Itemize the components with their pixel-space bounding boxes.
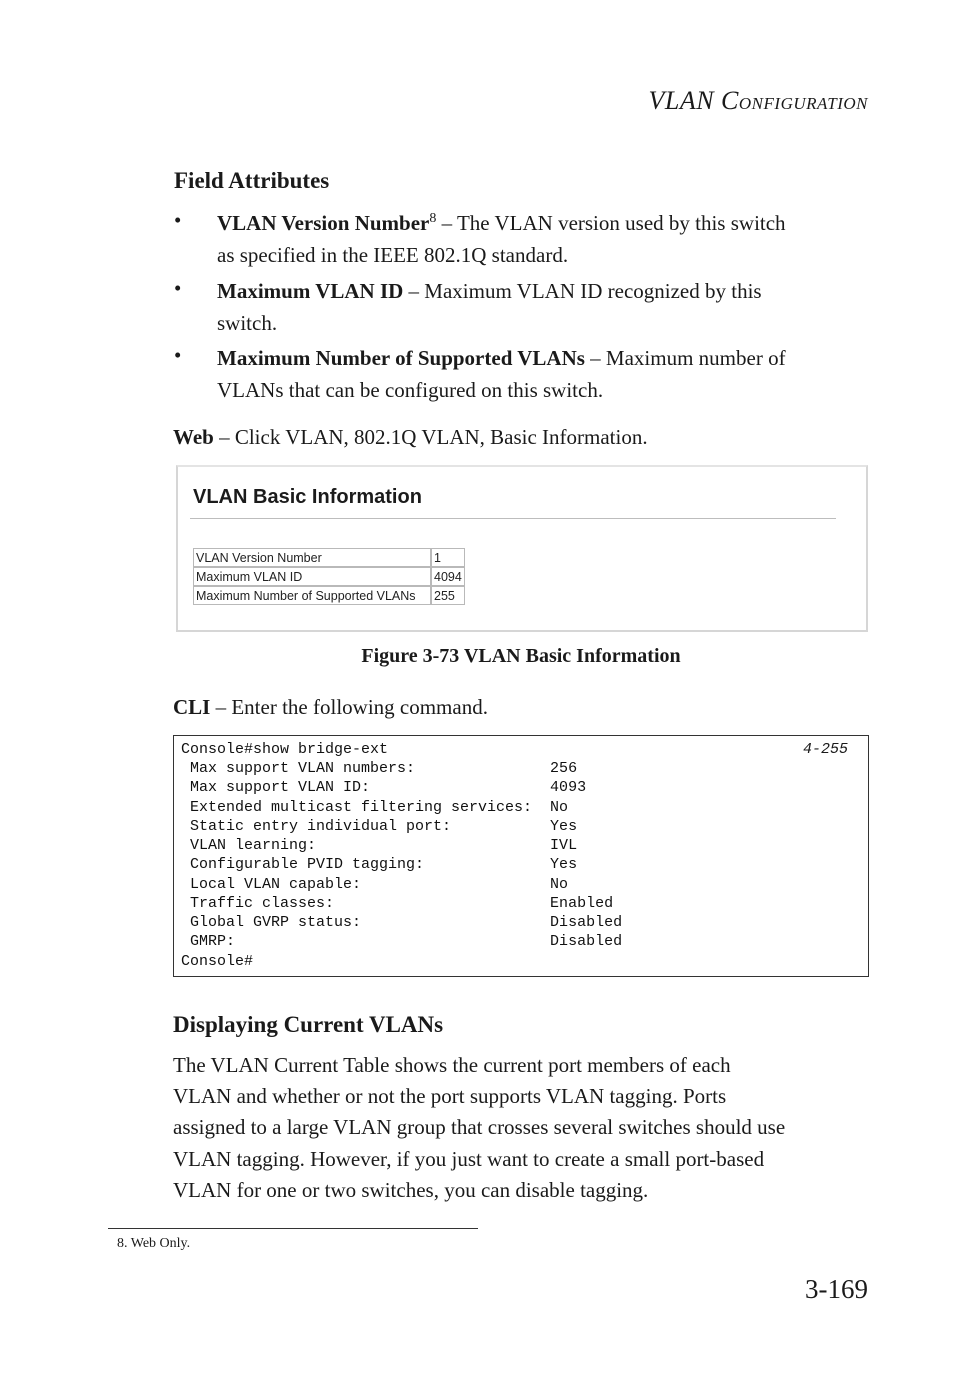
bullet-desc-cont: as specified in the IEEE 802.1Q standard. <box>217 243 569 267</box>
section-line: The VLAN Current Table shows the current port members of each <box>173 1053 731 1077</box>
table-row <box>193 586 465 605</box>
bullet-item-max-supported-vlans <box>217 342 867 406</box>
bullet-desc: – The VLAN version used by this switch <box>436 211 786 235</box>
code-line: VLAN learning: IVL <box>181 837 578 854</box>
bullet-item-max-vlan-id <box>217 275 867 339</box>
bullet-term: VLAN Version Number <box>217 211 430 235</box>
code-line: Traffic classes: Enabled <box>181 895 614 912</box>
section-heading: Displaying Current VLANs <box>173 1012 444 1037</box>
section-line: VLAN tagging. However, if you just want to create a small port-based <box>173 1147 765 1171</box>
bullet-icon: • <box>174 208 182 232</box>
running-head-main: VLAN C <box>648 86 739 115</box>
bullet-icon: • <box>174 343 182 367</box>
code-line: Static entry individual port: Yes <box>181 818 578 835</box>
cli-instruction-text: – Enter the following command. <box>210 695 488 719</box>
bullet-desc: – Maximum VLAN ID recognized by this <box>403 279 762 303</box>
section-line: VLAN for one or two switches, you can disable tagging. <box>173 1178 649 1202</box>
code-line: Console#show bridge-ext <box>181 741 389 758</box>
code-line: GMRP: Disabled <box>181 933 623 950</box>
bullet-desc: – Maximum number of <box>584 346 786 370</box>
running-head-small-caps: ONFIGURATION <box>738 94 868 113</box>
code-line: Max support VLAN ID: 4093 <box>181 779 587 796</box>
web-instruction-text: – Click VLAN, 802.1Q VLAN, Basic Information. <box>213 425 648 449</box>
bullet-item-vlan-version <box>217 207 867 271</box>
row-value: 4094 <box>431 567 465 586</box>
code-line: Console# <box>181 953 254 970</box>
footnote-rule <box>108 1228 478 1229</box>
code-line: Local VLAN capable: No <box>181 876 569 893</box>
page-number: 3-169 <box>805 1274 868 1304</box>
panel-title: VLAN Basic Information <box>193 486 422 508</box>
row-label: Maximum VLAN ID <box>193 567 431 586</box>
section-line: assigned to a large VLAN group that crosses several switches should use <box>173 1115 786 1139</box>
command-reference[interactable]: 4-255 <box>803 741 849 758</box>
cli-label: CLI <box>173 695 211 719</box>
code-line: Extended multicast filtering services: No <box>181 799 569 816</box>
row-label: VLAN Version Number <box>193 548 431 567</box>
table-row <box>193 567 465 586</box>
figure-caption: Figure 3-73 VLAN Basic Information <box>361 645 681 667</box>
footnote: 8. Web Only. <box>117 1236 191 1251</box>
panel-divider <box>190 518 836 519</box>
row-value: 255 <box>431 586 465 605</box>
cli-instruction <box>173 692 488 723</box>
vlan-info-table <box>193 548 465 605</box>
section-line: VLAN and whether or not the port supports VLAN tagging. Ports <box>173 1084 727 1108</box>
row-label: Maximum Number of Supported VLANs <box>193 586 431 605</box>
field-attributes-heading: Field Attributes <box>174 168 330 193</box>
bullet-desc-cont: switch. <box>217 311 278 335</box>
running-head <box>0 86 868 116</box>
web-instruction <box>173 422 648 453</box>
footnote-ref[interactable]: 8 <box>429 211 437 226</box>
code-line: Configurable PVID tagging: Yes <box>181 856 578 873</box>
web-label: Web <box>173 425 214 449</box>
bullet-term: Maximum VLAN ID <box>217 279 404 303</box>
code-line: Max support VLAN numbers: 256 <box>181 760 578 777</box>
table-row <box>193 548 465 567</box>
code-line: Global GVRP status: Disabled <box>181 914 623 931</box>
bullet-term: Maximum Number of Supported VLANs <box>217 346 585 370</box>
bullet-desc-cont: VLANs that can be configured on this switch. <box>217 378 604 402</box>
bullet-icon: • <box>174 276 182 300</box>
row-value: 1 <box>431 548 465 567</box>
